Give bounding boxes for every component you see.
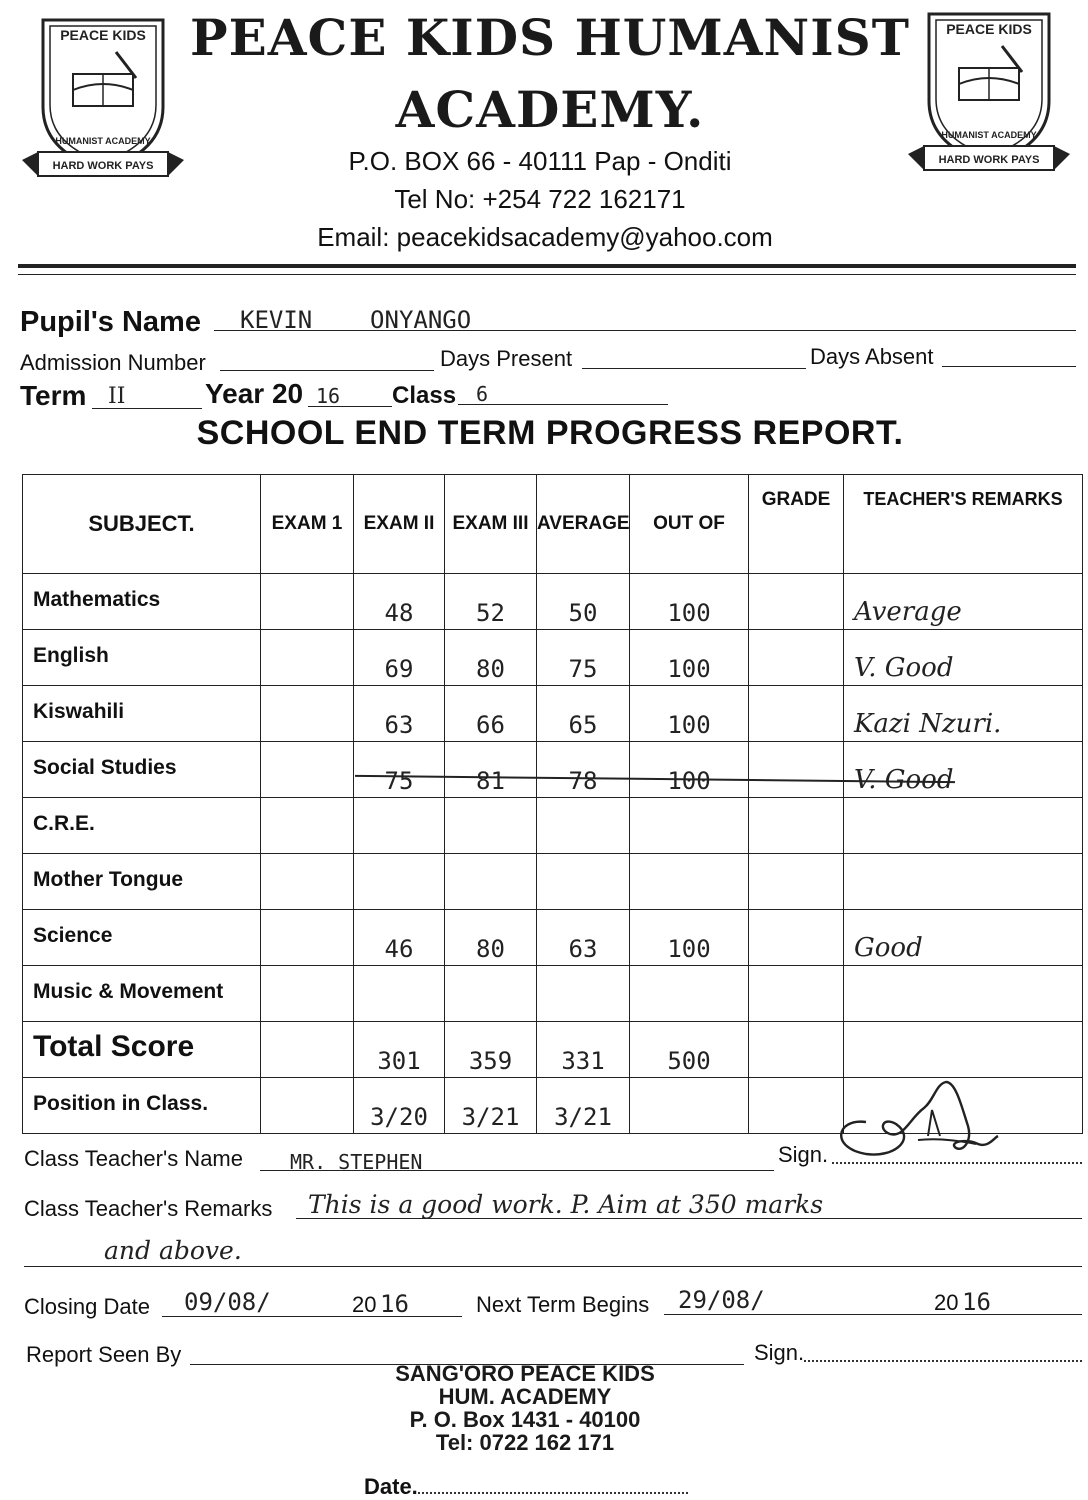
cell-teachers-remark xyxy=(844,574,1083,630)
cell-exam1 xyxy=(261,630,354,686)
cell-out-of xyxy=(630,1022,749,1078)
logo-top-text: PEACE KIDS xyxy=(60,27,146,43)
subject-name: Music & Movement xyxy=(23,966,261,1022)
cell-exam2-value: 75 xyxy=(384,767,414,795)
stamp-date-dots xyxy=(418,1482,688,1494)
class-teacher-remarks-value-2: and above. xyxy=(104,1236,242,1265)
class-label: Class xyxy=(392,382,457,409)
school-telephone: Tel No: +254 722 162171 xyxy=(394,184,686,214)
header-exam2: EXAM II xyxy=(354,475,445,574)
pupil-name-value: KEVIN ONYANGO xyxy=(240,306,472,334)
cell-teachers-remark xyxy=(844,966,1083,1022)
school-name-line1: PEACE KIDS HUMANIST xyxy=(190,8,910,67)
teachers-remark-value: V. Good xyxy=(854,765,954,795)
cell-out-of-value: 100 xyxy=(667,767,711,795)
cell-out-of xyxy=(630,574,749,630)
cell-grade xyxy=(749,574,844,630)
class-teacher-name-label: Class Teacher's Name xyxy=(24,1146,243,1171)
header-exam3: EXAM III xyxy=(445,475,537,574)
cell-exam2 xyxy=(354,686,445,742)
days-present-line xyxy=(582,346,806,369)
cell-average-value: 50 xyxy=(568,599,598,627)
teachers-remark-value: V. Good xyxy=(854,653,954,683)
cell-exam2-value: 63 xyxy=(384,711,414,739)
cell-out-of xyxy=(630,630,749,686)
report-seen-by-label: Report Seen By xyxy=(26,1342,182,1367)
cell-teachers-remark xyxy=(844,854,1083,910)
cell-exam2 xyxy=(354,1078,445,1134)
cell-exam3 xyxy=(445,798,537,854)
cell-exam2 xyxy=(354,742,445,798)
cell-exam1 xyxy=(261,742,354,798)
logo-banner-text: HARD WORK PAYS xyxy=(938,154,1040,166)
cell-grade xyxy=(749,966,844,1022)
cell-average-value: 75 xyxy=(568,655,598,683)
cell-exam1 xyxy=(261,966,354,1022)
class-value: 6 xyxy=(476,382,489,406)
next-term-value: 29/08/ xyxy=(678,1286,765,1314)
teachers-remark-value: Good xyxy=(854,933,923,963)
cell-teachers-remark xyxy=(844,742,1083,798)
parent-sign-label: Sign. xyxy=(754,1340,805,1365)
cell-exam3-value: 52 xyxy=(476,599,505,627)
stamp-line-1: SANG'ORO PEACE KIDS xyxy=(395,1361,655,1386)
subject-name: C.R.E. xyxy=(23,798,261,854)
progress-report-table xyxy=(22,474,1083,1134)
admission-number-label: Admission Number xyxy=(20,350,206,375)
class-teacher-sign-label: Sign. xyxy=(778,1142,829,1167)
cell-out-of-value: 100 xyxy=(667,655,711,683)
next-term-label: Next Term Begins xyxy=(476,1292,650,1317)
cell-exam2-value: 3/20 xyxy=(370,1103,428,1131)
cell-teachers-remark xyxy=(844,798,1083,854)
subject-name: English xyxy=(23,630,261,686)
header-teachers-remarks: TEACHER'S REMARKS xyxy=(844,475,1083,574)
cell-grade xyxy=(749,1022,844,1078)
cell-exam2-value: 46 xyxy=(384,935,414,963)
header-divider-thin xyxy=(18,274,1076,275)
cell-teachers-remark xyxy=(844,630,1083,686)
table-row xyxy=(23,630,1083,686)
cell-exam3-value: 80 xyxy=(476,655,505,683)
year-label: Year 20 xyxy=(205,378,304,409)
teachers-remark-value: Average xyxy=(854,597,962,627)
cell-average xyxy=(537,854,630,910)
cell-average xyxy=(537,1022,630,1078)
cell-exam3 xyxy=(445,854,537,910)
cell-teachers-remark xyxy=(844,1022,1083,1078)
cell-out-of xyxy=(630,910,749,966)
cell-out-of-value: 100 xyxy=(667,599,711,627)
cell-exam1 xyxy=(261,798,354,854)
cell-exam3 xyxy=(445,1022,537,1078)
term-value: II xyxy=(108,384,126,409)
cell-exam1 xyxy=(261,910,354,966)
stamp-line-2: HUM. ACADEMY xyxy=(438,1384,612,1409)
cell-out-of xyxy=(630,686,749,742)
school-crest-logo-left xyxy=(18,12,188,182)
table-row xyxy=(23,686,1083,742)
table-row xyxy=(23,574,1083,630)
table-row xyxy=(23,966,1083,1022)
header-exam1: EXAM 1 xyxy=(261,475,354,574)
class-teacher-name-value: MR. STEPHEN xyxy=(290,1150,423,1174)
cell-out-of-value: 500 xyxy=(667,1047,711,1075)
cell-average xyxy=(537,686,630,742)
teachers-remark-value: Kazi Nzuri. xyxy=(854,709,1002,739)
logo-arc-text: HUMANIST ACADEMY xyxy=(941,130,1037,140)
cell-grade xyxy=(749,910,844,966)
year-value: 16 xyxy=(316,384,341,408)
cell-teachers-remark xyxy=(844,686,1083,742)
cell-grade xyxy=(749,630,844,686)
cell-out-of xyxy=(630,1078,749,1134)
header-out-of: OUT OF xyxy=(630,475,749,574)
report-title: SCHOOL END TERM PROGRESS REPORT. xyxy=(196,414,904,452)
subject-name: Position in Class. xyxy=(23,1078,261,1134)
school-crest-logo-right xyxy=(904,6,1074,176)
cell-average-value: 65 xyxy=(568,711,598,739)
cell-exam2 xyxy=(354,1022,445,1078)
table-row xyxy=(23,910,1083,966)
cell-average xyxy=(537,966,630,1022)
closing-year-prefix: 20 xyxy=(352,1292,377,1317)
days-absent-label: Days Absent xyxy=(810,344,934,369)
parent-sign-dots xyxy=(804,1348,1082,1362)
logo-banner-text: HARD WORK PAYS xyxy=(52,160,154,172)
closing-date-label: Closing Date xyxy=(24,1294,150,1319)
cell-grade xyxy=(749,854,844,910)
cell-exam2 xyxy=(354,910,445,966)
cell-exam3 xyxy=(445,910,537,966)
class-line xyxy=(458,378,668,405)
cell-average xyxy=(537,630,630,686)
header-subject: SUBJECT. xyxy=(23,475,261,574)
cell-exam2-value: 48 xyxy=(384,599,414,627)
stamp-line-3: P. O. Box 1431 - 40100 xyxy=(409,1407,641,1432)
subject-name: Mathematics xyxy=(23,574,261,630)
table-row xyxy=(23,854,1083,910)
school-address: P.O. BOX 66 - 40111 Pap - Onditi xyxy=(348,146,732,176)
days-absent-line xyxy=(942,344,1076,367)
days-present-label: Days Present xyxy=(440,346,573,371)
logo-arc-text: HUMANIST ACADEMY xyxy=(55,136,151,146)
cell-exam1 xyxy=(261,1022,354,1078)
class-teacher-remarks-value-1: This is a good work. P. Aim at 350 marks xyxy=(308,1190,824,1219)
cell-grade xyxy=(749,798,844,854)
cell-teachers-remark xyxy=(844,910,1083,966)
teacher-signature xyxy=(826,1078,1006,1170)
subject-name: Mother Tongue xyxy=(23,854,261,910)
cell-exam1 xyxy=(261,1078,354,1134)
school-name-line2: ACADEMY. xyxy=(395,80,705,139)
term-label: Term xyxy=(20,380,87,411)
pupil-name-label: Pupil's Name xyxy=(20,306,201,338)
cell-exam3-value: 359 xyxy=(468,1047,513,1075)
school-email: Email: peacekidsacademy@yahoo.com xyxy=(317,222,773,252)
cell-exam2-value: 301 xyxy=(377,1047,421,1075)
cell-out-of-value: 100 xyxy=(667,711,711,739)
cell-exam3 xyxy=(445,1078,537,1134)
cell-exam3 xyxy=(445,742,537,798)
cell-exam3-value: 3/21 xyxy=(461,1103,520,1131)
subject-name: Kiswahili xyxy=(23,686,261,742)
cell-grade xyxy=(749,742,844,798)
class-teacher-remarks-label: Class Teacher's Remarks xyxy=(24,1196,273,1221)
cell-average xyxy=(537,798,630,854)
subject-name: Science xyxy=(23,910,261,966)
cell-exam3-value: 81 xyxy=(476,767,505,795)
cell-average xyxy=(537,742,630,798)
header-average: AVERAGE xyxy=(537,475,630,574)
cell-out-of-value: 100 xyxy=(667,935,711,963)
cell-average-value: 331 xyxy=(561,1047,605,1075)
cell-out-of xyxy=(630,798,749,854)
cell-out-of xyxy=(630,742,749,798)
cell-exam1 xyxy=(261,686,354,742)
cell-exam3 xyxy=(445,574,537,630)
school-stamp xyxy=(340,1362,710,1454)
cell-exam3 xyxy=(445,630,537,686)
cell-exam3-value: 66 xyxy=(476,711,505,739)
table-row xyxy=(23,798,1083,854)
stamp-line-4: Tel: 0722 162 171 xyxy=(435,1430,615,1455)
cell-exam2 xyxy=(354,574,445,630)
cell-grade xyxy=(749,686,844,742)
next-year-prefix: 20 xyxy=(934,1290,959,1315)
logo-top-text: PEACE KIDS xyxy=(946,21,1032,37)
closing-year-value: 16 xyxy=(380,1290,409,1318)
cell-exam3-value: 80 xyxy=(476,935,505,963)
cell-average xyxy=(537,574,630,630)
cell-average-value: 3/21 xyxy=(554,1103,612,1131)
cell-exam2-value: 69 xyxy=(384,655,414,683)
header-divider-thick xyxy=(18,264,1076,268)
cell-exam2 xyxy=(354,854,445,910)
subject-name: Total Score xyxy=(23,1022,261,1078)
header-grade: GRADE xyxy=(749,475,844,574)
cell-exam3 xyxy=(445,966,537,1022)
closing-date-value: 09/08/ xyxy=(184,1288,271,1316)
cell-exam1 xyxy=(261,574,354,630)
cell-exam3 xyxy=(445,686,537,742)
cell-exam2 xyxy=(354,798,445,854)
table-row xyxy=(23,1022,1083,1078)
admission-number-line xyxy=(220,348,434,371)
cell-exam1 xyxy=(261,854,354,910)
stamp-date-label: Date. xyxy=(364,1474,418,1499)
cell-average xyxy=(537,910,630,966)
cell-average-value: 78 xyxy=(568,767,598,795)
cell-average xyxy=(537,1078,630,1134)
table-header-row xyxy=(23,475,1083,574)
next-year-value: 16 xyxy=(962,1288,991,1316)
subject-name: Social Studies xyxy=(23,742,261,798)
cell-out-of xyxy=(630,966,749,1022)
cell-out-of xyxy=(630,854,749,910)
cell-average-value: 63 xyxy=(568,935,598,963)
cell-exam2 xyxy=(354,630,445,686)
cell-exam2 xyxy=(354,966,445,1022)
table-row xyxy=(23,742,1083,798)
